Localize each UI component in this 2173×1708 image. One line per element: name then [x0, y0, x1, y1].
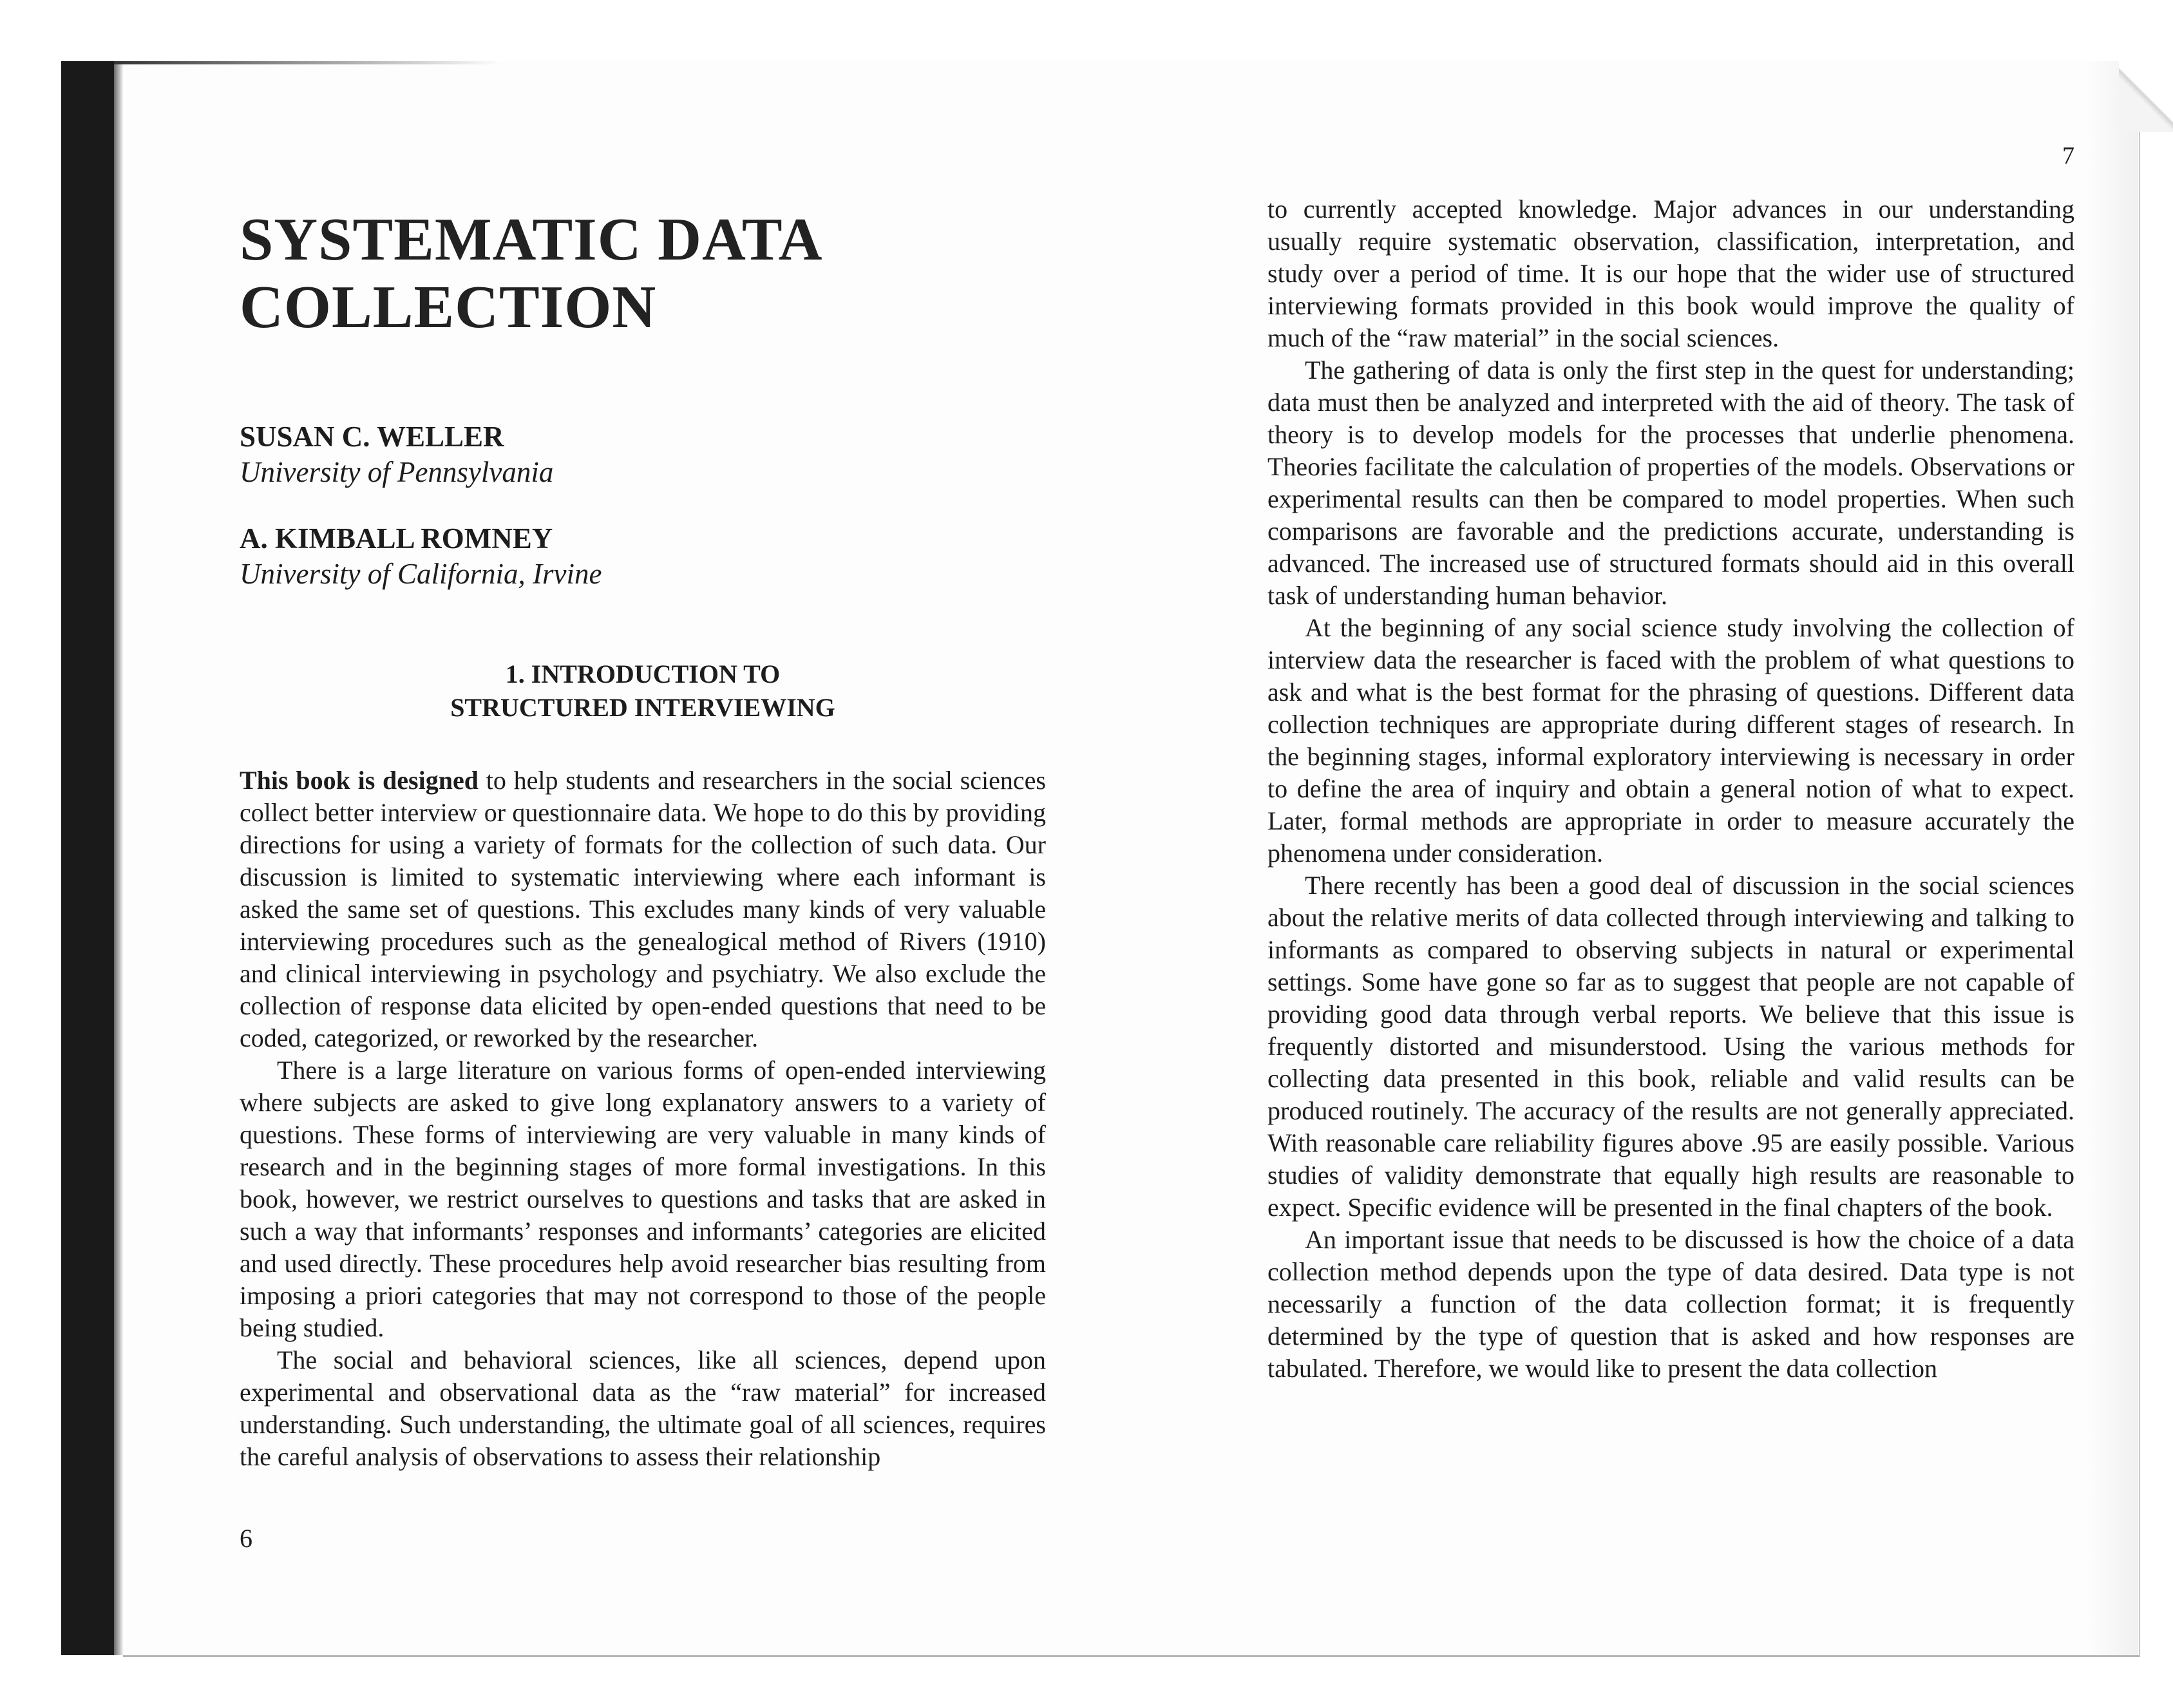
chapter-title: [240, 206, 884, 342]
paragraph: There is a large literature on various forms of open-ended interviewing where subjects are asked to give long explanatory answers to a variety of questions. These forms of interviewing are very valuable in many kinds of research and in the beginning stages of more formal investigations. In this book, however, we restrict ourselves to questions and tasks that are asked in such a way that informants’ responses and informants’ categories are elicited and used directly. These procedures help avoid researcher bias resulting from imposing a priori categories that may not correspond to those of the people being studied.: [240, 1056, 1046, 1343]
scan-binding-shadow: [61, 61, 114, 1655]
paragraph: The gathering of data is only the first step in the quest for understanding; data must then be analyzed and interpreted with the aid of theory. The task of theory is to develop models for the processes that underlie phenomena. Theories facilitate the calculation of properties of the models. Observations or experimental results can then be compared to model properties. When such comparisons are favorable and the predictions accurate, understanding is advanced. The increased use of structured formats should aid in this overall task of understanding human behavior.: [1267, 356, 2074, 610]
paragraph: There recently has been a good deal of discussion in the social sciences about the relative merits of data collected through interviewing and talking to informants as compared to observing subjects in natural or experimental settings. Some have gone so far as to suggest that people are not capable of providing good data through verbal reports. We believe that this issue is frequently distorted and misunderstood. Using the various methods for collecting data presented in this book, reliable and valid results can be produced routinely. The accuracy of the results are not generally appreciated. With reasonable care reliability figures above .95 are easily possible. Various studies of validity demonstrate that equally high results are reasonable to expect. Specific evidence will be presented in the final chapters of the book.: [1267, 871, 2074, 1222]
paragraph: An important issue that needs to be discussed is how the choice of a data collection method depends upon the type of data desired. Data type is not necessarily a function of the data collection format; it is frequently determined by the type of question that is asked and how responses are tabulated. Therefore, we would like to present the data collection: [1267, 1225, 2074, 1383]
author-name: A. KIMBALL ROMNEY: [240, 522, 553, 555]
paragraph: [240, 764, 1046, 1054]
page-number: 6: [240, 1524, 252, 1553]
left-body-text: [240, 764, 1046, 1473]
scan-binding-edge: [114, 61, 123, 1655]
author-affiliation: University of California, Irvine: [240, 557, 602, 590]
author-name: SUSAN C. WELLER: [240, 420, 504, 453]
paragraph: The social and behavioral sciences, like all sciences, depend upon experimental and observational data as the “raw material” for increased understanding. Such understanding, the ultimate goal of all sciences, requires the careful analysis of observations to assess their relationship: [240, 1345, 1046, 1472]
section-heading: [240, 658, 1046, 725]
scan-top-edge: [114, 61, 500, 64]
page-edge-shadow: [2087, 61, 2138, 1655]
chapter-title-line: COLLECTION: [240, 274, 657, 341]
author-block: [240, 419, 1046, 490]
right-body-text: [1267, 193, 2074, 1385]
paragraph-text: to help students and researchers in the social sciences collect better interview or questionnaire data. We hope to do this by providing directions for using a variety of formats for the collection of such data. Our discussion is limited to systematic interviewing where each informant is asked the same set of questions. This excludes many kinds of very valuable interviewing procedures such as the genealogical method of Rivers (1910) and clinical interviewing in psychology and psychiatry. We also exclude the collection of response data elicited by open-ended questions that need to be coded, categorized, or reworked by the researcher.: [240, 766, 1046, 1053]
paragraph: At the beginning of any social science study involving the collection of interview data the researcher is faced with the problem of what questions to ask and what is the best format for the phrasing of questions. Different data collection techniques are appropriate during different stages of research. In the beginning stages, informal exploratory interviewing is necessary in order to define the area of inquiry and obtain a general notion of what to expect. Later, formal methods are appropriate in order to measure accurately the phenomena under consideration.: [1267, 613, 2074, 868]
page-number: 7: [2062, 142, 2074, 169]
section-heading-line: 1. INTRODUCTION TO: [505, 659, 781, 689]
chapter-title-line: SYSTEMATIC DATA: [240, 206, 823, 273]
section-heading-line: STRUCTURED INTERVIEWING: [450, 693, 835, 723]
author-block: [240, 521, 1046, 592]
right-page: [1267, 142, 2074, 1385]
folded-corner: [2119, 61, 2173, 132]
paragraph-lead-in: This book is designed: [240, 766, 479, 795]
author-affiliation: University of Pennsylvania: [240, 455, 554, 488]
paragraph: to currently accepted knowledge. Major advances in our understanding usually require systematic observation, classification, interpretation, and study over a period of time. It is our hope that the wider use of structured interviewing formats provided in this book would improve the quality of much of the “raw material” in the social sciences.: [1267, 195, 2074, 352]
left-page: [240, 206, 1046, 1553]
